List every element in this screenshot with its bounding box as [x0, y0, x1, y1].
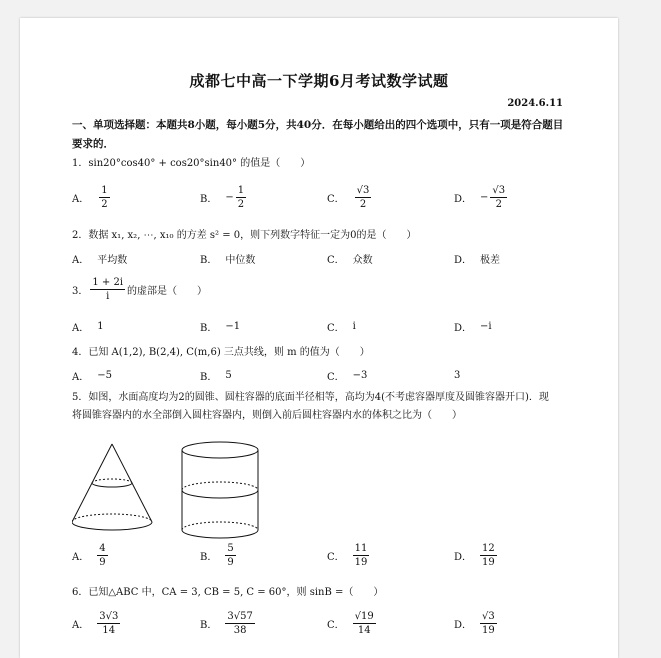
- question-5-stem-line2: 将圆锥容器内的水全部倒入圆柱容器内，则倒入前后圆柱容器内水的体积之比为（ ）: [72, 410, 462, 421]
- question-5-options: [72, 538, 592, 572]
- option-d[interactable]: D． $\frac{√3}{19}$: [454, 610, 495, 636]
- question-6-stem: 6．已知△ABC 中，CA = 3, CB = 5, C = 60°，则 sinB =（ ）: [72, 587, 384, 598]
- option-a[interactable]: A． $\frac{4}{9}$: [72, 542, 106, 568]
- option-a[interactable]: A． $\frac{3√3}{14}$: [72, 610, 119, 636]
- question-3-options: [72, 318, 592, 334]
- question-4-options: [72, 367, 592, 383]
- option-d[interactable]: D． 极差: [454, 254, 501, 266]
- question-1-stem: 1．sin20°cos40° + cos20°sin40° 的值是（ ）: [72, 158, 311, 169]
- option-b[interactable]: B． $\frac{3√57}{38}$: [200, 610, 253, 636]
- option-c[interactable]: C． $\frac{√19}{14}$: [327, 610, 374, 636]
- question-4-stem: 4．已知 A(1,2), B(2,4), C(m,6) 三点共线，则 m 的值为（ ）: [72, 347, 370, 358]
- option-d[interactable]: D． $\frac{12}{19}$: [454, 542, 495, 568]
- option-b[interactable]: B． $\frac{5}{9}$: [200, 542, 234, 568]
- page-title: 成都七中高一下学期6月考试数学试题: [189, 72, 449, 90]
- question-2-options: [72, 250, 592, 266]
- document-page: [20, 18, 618, 658]
- option-c[interactable]: C． i: [327, 320, 356, 334]
- question-6-options: [72, 606, 592, 640]
- cone-shape: [72, 444, 152, 530]
- exam-date: 2024.6.11: [507, 98, 563, 109]
- option-c[interactable]: C． 众数: [327, 254, 373, 266]
- option-d[interactable]: 3: [454, 369, 461, 381]
- cylinder-shape: [182, 442, 258, 538]
- option-b[interactable]: B． −1: [200, 320, 241, 334]
- question-1-options: [72, 180, 592, 214]
- option-a[interactable]: A． 1: [72, 320, 104, 334]
- option-b[interactable]: B． − $\frac{1}{2}$: [200, 184, 245, 210]
- option-d[interactable]: D． −i: [454, 320, 492, 334]
- option-c[interactable]: C． $\frac{11}{19}$: [327, 542, 368, 568]
- option-b[interactable]: B． 5: [200, 369, 232, 383]
- option-d[interactable]: D． − $\frac{√3}{2}$: [454, 184, 506, 210]
- option-b[interactable]: B． 中位数: [200, 254, 256, 266]
- option-a[interactable]: A． 平均数: [72, 254, 128, 266]
- cone-cylinder-figure: [72, 438, 292, 543]
- section-heading: 一、单项选择题：本题共8小题，每小题5分，共40分．在每小题给出的四个选项中，只有一项是符合题目要求的．: [72, 119, 564, 150]
- question-3-stem: 3． $\frac{1 + 2i}{i}$ 的虚部是（ ）: [72, 277, 208, 302]
- question-2-stem: 2．数据 x₁, x₂, ⋯, x₁₀ 的方差 s² = 0，则下列数字特征一定为0的是（ ）: [72, 230, 417, 241]
- option-c[interactable]: C． −3: [327, 369, 368, 383]
- question-5-stem-line1: 5．如图，水面高度均为2的圆锥、圆柱容器的底面半径相等，高均为4(不考虑容器厚度及圆锥容器开口)．现: [72, 392, 549, 403]
- option-c[interactable]: C． $\frac{√3}{2}$: [327, 184, 370, 210]
- option-a[interactable]: A． $\frac{1}{2}$: [72, 184, 108, 210]
- option-a[interactable]: A． −5: [72, 369, 112, 383]
